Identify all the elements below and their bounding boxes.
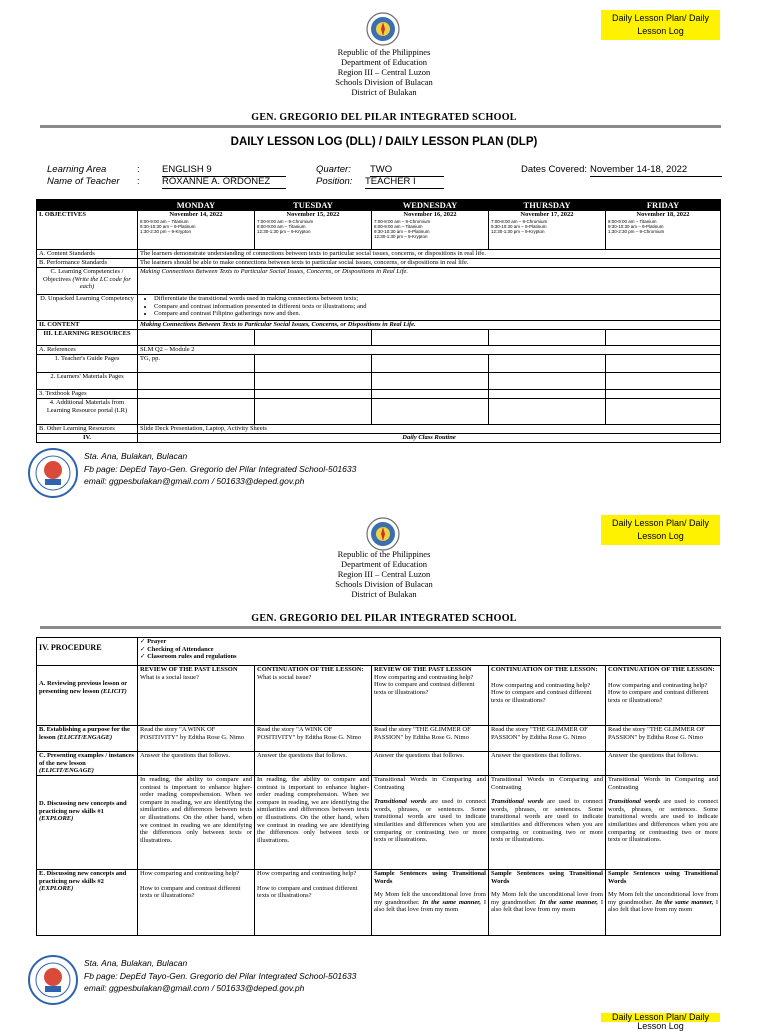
day-header-monday: MONDAY [138,200,255,211]
step-d-text: D. Discussing new concepts and practicing new skills #1 [39,800,127,815]
schedule-line: 8:00-9:00 am – Titanium [140,218,189,224]
learners-materials-label: 2. Learners' Materials Pages [37,373,138,390]
day-header-tuesday: TUESDAY [255,200,372,211]
dll-table [36,199,721,443]
header-line-5: District of Bulakan [351,87,417,97]
routine-checklist [138,638,721,666]
step-a-head: REVIEW OF THE PAST LESSON [374,666,472,673]
unpacked-item: • Compare and contrast Filipino gatherings now and then. [154,310,718,318]
performance-standards-text: The learners should be able to make connections between texts to particular social issues, concerns, or dispositions in real life. [138,259,721,268]
footer-address: Sta. Ana, Bulakan, Bulacan [84,451,188,461]
schedule-line: 7:00-8:00 am – 9-Chromium [491,218,548,224]
step-b-cell: Read the story "THE GLIMMER OF PASSION" by Editha Rose G. Nimo [372,726,489,752]
other-resources-text: Slide Deck Presentation, Laptop, Activity Sheets [138,425,721,434]
content-label: II. CONTENT [37,321,138,330]
step-d-title: Transitional Words in Comparing and Contrasting [491,776,603,791]
footer-text [84,450,356,488]
day-header-friday: FRIDAY [606,200,721,211]
quarter-value: TWO [370,164,444,177]
header-line-1: Republic of the Philippines [337,47,431,57]
header-line-5: District of Bulakan [351,589,417,599]
step-e-sample-title: Sample Sentences using Transitional Words [374,870,486,885]
page-2 [0,505,768,1031]
footer-text [84,957,356,995]
step-e-sample: My Mom felt the unconditional love from my grandmother. [374,891,486,906]
step-e-sample-title: Sample Sentences using Transitional Words [608,870,719,885]
step-e-line: How to compare and contrast different texts or illustrations? [257,884,358,900]
gov-header [0,47,768,97]
step-b-tag: (ELICIT/ENGAGE) [57,733,113,741]
colon: : [137,176,140,187]
step-b-cell: Read the story "A WINK OF POSITIVITY" by Editha Rose G. Nimo [138,726,255,752]
check-icon: ✓ [140,653,148,661]
unpacked-item: • Compare and contrast information presented in different texts or illustrations; and [154,303,718,311]
step-e-sample-term: In the same manner, [539,898,599,906]
date-thu: November 17, 2022 [520,211,574,218]
step-d-term: Transitional words [608,798,661,806]
step-e-sample: I also felt that love from my mom [374,898,487,914]
dll-title: DAILY LESSON LOG (DLL) / DAILY LESSON PLAN (DLP) [230,136,538,148]
divider [40,626,721,629]
position-label: Position: [316,176,353,187]
step-a-tag: (ELICIT) [100,687,127,695]
gov-header [0,549,768,599]
schedule-line: 9:30-10:30 am – 9-Platinum [374,229,430,235]
step-d-title: Transitional Words in Comparing and Contrasting [608,776,719,791]
check-text: Checking of Attendance [147,645,214,653]
competencies-note: (Write the LC code for each) [72,275,131,291]
doc-type-tag-next [601,1012,720,1031]
step-a-text: How comparing and contrasting help? How to compare and contrast different texts or illustrations? [374,673,475,696]
footer-email: email: ggpesbulakan@gmail.com / 501633@deped.gov.ph [84,476,305,486]
step-e-label [37,870,138,936]
schedule-cell-wed [372,211,489,250]
step-a-cell [489,666,606,726]
schedule-line: 12:30-1:30 pm – 9-Krypton [491,229,545,235]
step-a-text: What is a social issue? [140,673,199,681]
schedule-line: 1:30-2:30 pm – 9-Krypton [140,229,192,235]
step-b-cell: Read the story "THE GLIMMER OF PASSION" by Editha Rose G. Nimo [489,726,606,752]
schedule-line: 8:00-9:00 am – Titanium [374,223,423,229]
step-b-label [37,726,138,752]
doc-type-tag-next-text: Daily Lesson Plan/ Daily Lesson Log [611,1012,710,1031]
step-e-tag: (EXPLORE) [39,885,74,893]
additional-materials-label: 4. Additional Materials from Learning Resource portal (LR) [37,399,138,425]
routine-text: Daily Class Routine [138,434,721,443]
school-logo-icon [28,955,78,1005]
step-d-body: are used to connect words, phrases, or sentences. Some transitional words are used to indicate similarities and differences when you are comparing or contrasting two or more texts or illustrations. [608,798,719,844]
content-standards-label: A. Content Standards [37,250,138,259]
unpacked-label: D. Unpacked Learning Competency [37,295,138,321]
deped-seal-icon [366,12,400,46]
schedule-line: 9:30-10:30 am – 9-Platinum [140,223,196,229]
school-name: GEN. GREGORIO DEL PILAR INTEGRATED SCHOOL [251,112,517,123]
step-a-text: A. Reviewing previous lesson or presenting new lesson [39,680,128,695]
references-text: SLM Q2 – Module 2 [138,346,721,355]
references-label: A. References [37,346,138,355]
resources-label: III. LEARNING RESOURCES [37,330,138,346]
footer-address: Sta. Ana, Bulakan, Bulacan [84,958,188,968]
schedule-line: 9:30-10:30 am – 9-Platinum [491,223,547,229]
step-e-cell [372,870,489,936]
step-e-cell [606,870,721,936]
doc-type-tag: Daily Lesson Plan/ Daily Lesson Log [601,515,720,545]
step-e-cell [138,870,255,936]
step-d-cell [372,776,489,870]
step-d-cell [489,776,606,870]
check-icon: ✓ [140,638,148,645]
schedule-line: 8:00-9:00 am – Titanium [608,218,657,224]
check-text: Classroom rules and regulations [147,653,237,661]
step-c-cell: Answer the questions that follows. [489,752,606,776]
teacher-value: ROXANNE A. ORDONEZ [162,176,286,189]
competencies-label [37,268,138,295]
step-b-text: B. Establishing a purpose for the lesson [39,726,130,741]
step-d-title: Transitional Words in Comparing and Contrasting [374,776,486,791]
date-mon: November 14, 2022 [169,211,223,218]
header-line-4: Schools Division of Bulacan [335,77,433,87]
schedule-cell-mon [138,211,255,250]
check-icon: ✓ [140,645,148,653]
check-item [140,646,718,654]
check-text: Prayer [147,638,167,645]
performance-standards-label: B. Performance Standards [37,259,138,268]
schedule-cell-fri [606,211,721,250]
day-header-thursday: THURSDAY [489,200,606,211]
step-a-cell [372,666,489,726]
other-resources-label: B. Other Learning Resources [37,425,138,434]
divider [40,125,721,128]
step-d-cell: In reading, the ability to compare and contrast is important to enhance higher-order reading comprehension. When we compare in reading, we are identifying the similarities and differences between texts or illustrations. On the other hand, when we contrast in reading we are identifying the differences only between texts or illustrations. [255,776,372,870]
step-d-tag: (EXPLORE) [39,815,74,823]
unpacked-item: • Differentiate the transitional words used in making connections between texts; [154,295,718,303]
step-e-cell [255,870,372,936]
dates-value: November 14-18, 2022 [590,164,722,177]
step-d-body: are used to connect words, phrases, or sentences. Some transitional words are used to indicate similarities and differences when you are comparing or contrasting two or more texts or illustrations. [491,798,603,844]
step-c-cell: Answer the questions that follows. [255,752,372,776]
step-a-cell [138,666,255,726]
step-a-head: REVIEW OF THE PAST LESSON [140,666,238,673]
procedure-table [36,637,721,936]
footer-fb: Fb page: DepEd Tayo-Gen. Gregorio del Pilar Integrated School-501633 [84,463,357,474]
schedule-line: 12:30-1:30 pm – 9-Krypton [257,229,311,235]
school-name: GEN. GREGORIO DEL PILAR INTEGRATED SCHOOL [251,613,517,624]
schedule-line: 12:30-1:30 pm – 9-Krypton [374,234,428,240]
step-c-text: C. Presenting examples / instances of the new lesson [39,752,135,767]
step-a-head: CONTINUATION OF THE LESSON: [608,666,715,673]
header-line-1: Republic of the Philippines [337,549,431,559]
step-e-sample: I also felt that love from my mom [491,898,604,914]
header-line-4: Schools Division of Bulacan [335,579,433,589]
competencies-label-text: C. Learning Competencies / Objectives [43,268,124,283]
date-wed: November 16, 2022 [403,211,457,218]
position-value: TEACHER I [365,176,444,189]
schedule-cell-thu [489,211,606,250]
step-d-body: are used to connect words, phrases, or sentences. Some transitional words are used to indicate similarities and differences when you are comparing or contrasting two or more texts or illustrations. [374,798,486,844]
schedule-line: 9:30-10:30 am – 9-Platinum [608,223,664,229]
school-logo-icon [28,448,78,498]
content-text: Making Connections Between Texts to Particular Social Issues, Concerns, or Dispositions in Real Life. [138,321,721,330]
competencies-text: Making Connections Between Texts to Particular Social Issues, Concerns, or Dispositions in Real Life. [138,268,721,295]
step-a-text: How comparing and contrasting help? How to compare and contrast different texts or illustrations? [608,681,709,704]
colon: : [137,164,140,175]
section-iv-label: IV. [37,434,138,443]
step-e-sample-title: Sample Sentences using Transitional Words [491,870,603,885]
date-fri: November 18, 2022 [636,211,690,218]
learning-area-value: ENGLISH 9 [162,164,286,177]
step-e-cell [489,870,606,936]
deped-seal-icon [366,517,400,551]
textbook-label: 3. Textbook Pages [37,390,138,399]
step-e-sample: I also felt that love from my mom [608,898,719,914]
step-a-label [37,666,138,726]
procedure-label: IV. PROCEDURE [37,638,138,666]
date-tue: November 15, 2022 [286,211,340,218]
step-c-cell: Answer the questions that follows. [138,752,255,776]
step-a-head: CONTINUATION OF THE LESSON: [257,666,364,673]
check-item [140,638,718,646]
step-d-term: Transitional words [374,798,427,806]
header-line-3: Region III – Central Luzon [337,67,431,77]
teachers-guide-label: 1. Teacher's Guide Pages [37,355,138,373]
step-b-cell: Read the story "A WINK OF POSITIVITY" by Editha Rose G. Nimo [255,726,372,752]
teachers-guide-text: TG, pp. [138,355,255,373]
step-e-line: How comparing and contrasting help? [257,870,357,877]
step-a-text: What is social issue? [257,673,312,681]
schedule-line: 7:00-8:00 am – 9-Chromium [374,218,431,224]
step-b-cell: Read the story "THE GLIMMER OF PASSION" by Editha Rose G. Nimo [606,726,721,752]
schedule-cell-tue [255,211,372,250]
step-c-label [37,752,138,776]
step-e-line: How to compare and contrast different texts or illustrations? [140,884,241,900]
step-a-cell [606,666,721,726]
step-d-label [37,776,138,870]
step-d-term: Transitional words [491,798,544,806]
schedule-line: 8:00-9:00 am – Titanium [257,223,306,229]
day-header-blank [37,200,138,211]
step-a-text: How comparing and contrasting help? How to compare and contrast different texts or illustrations? [491,681,592,704]
unpacked-list [138,295,721,321]
step-d-cell: In reading, the ability to compare and contrast is important to enhance higher-order reading comprehension. When we compare in reading, we are identifying the similarities and differences between texts or illustrations. On the other hand, when we contrast in reading we are identifying the differences only between texts or illustrations. [138,776,255,870]
step-e-sample-term: In the same manner, [655,898,714,906]
step-e-sample: My Mom felt the unconditional love from my grandmother. [491,891,603,906]
objectives-label: I. OBJECTIVES [37,211,138,250]
check-item [140,653,718,661]
learning-area-label: Learning Area [47,164,107,175]
step-c-cell: Answer the questions that follows. [606,752,721,776]
step-e-text: E. Discussing new concepts and practicing new skills #2 [39,870,127,885]
footer-email: email: ggpesbulakan@gmail.com / 501633@deped.gov.ph [84,983,305,993]
step-c-cell: Answer the questions that follows. [372,752,489,776]
step-a-head: CONTINUATION OF THE LESSON: [491,666,598,673]
step-e-line: How comparing and contrasting help? [140,870,240,877]
step-e-sample-term: In the same manner, [422,898,482,906]
step-a-cell [255,666,372,726]
schedule-line: 7:00-8:00 am – 9-Chromium [257,218,314,224]
content-standards-text: The learners demonstrate understanding of connections between texts to particular social issues, concerns, or dispositions in real life. [138,250,721,259]
doc-type-tag: Daily Lesson Plan/ Daily Lesson Log [601,10,720,40]
header-line-2: Department of Education [341,57,427,67]
footer-fb: Fb page: DepEd Tayo-Gen. Gregorio del Pilar Integrated School-501633 [84,970,357,981]
day-header-wednesday: WEDNESDAY [372,200,489,211]
quarter-label: Quarter: [316,164,351,175]
teacher-label: Name of Teacher [47,176,120,187]
header-line-3: Region III – Central Luzon [337,569,431,579]
schedule-line: 1:30-2:30 pm – 9-Chromium [608,229,665,235]
dates-label: Dates Covered: [521,164,588,175]
step-e-sample: My Mom felt the unconditional love from my grandmother. [608,891,719,906]
step-c-tag: (ELICIT/ENGAGE) [39,767,94,775]
page-1 [0,0,768,500]
header-line-2: Department of Education [341,559,427,569]
step-d-cell [606,776,721,870]
